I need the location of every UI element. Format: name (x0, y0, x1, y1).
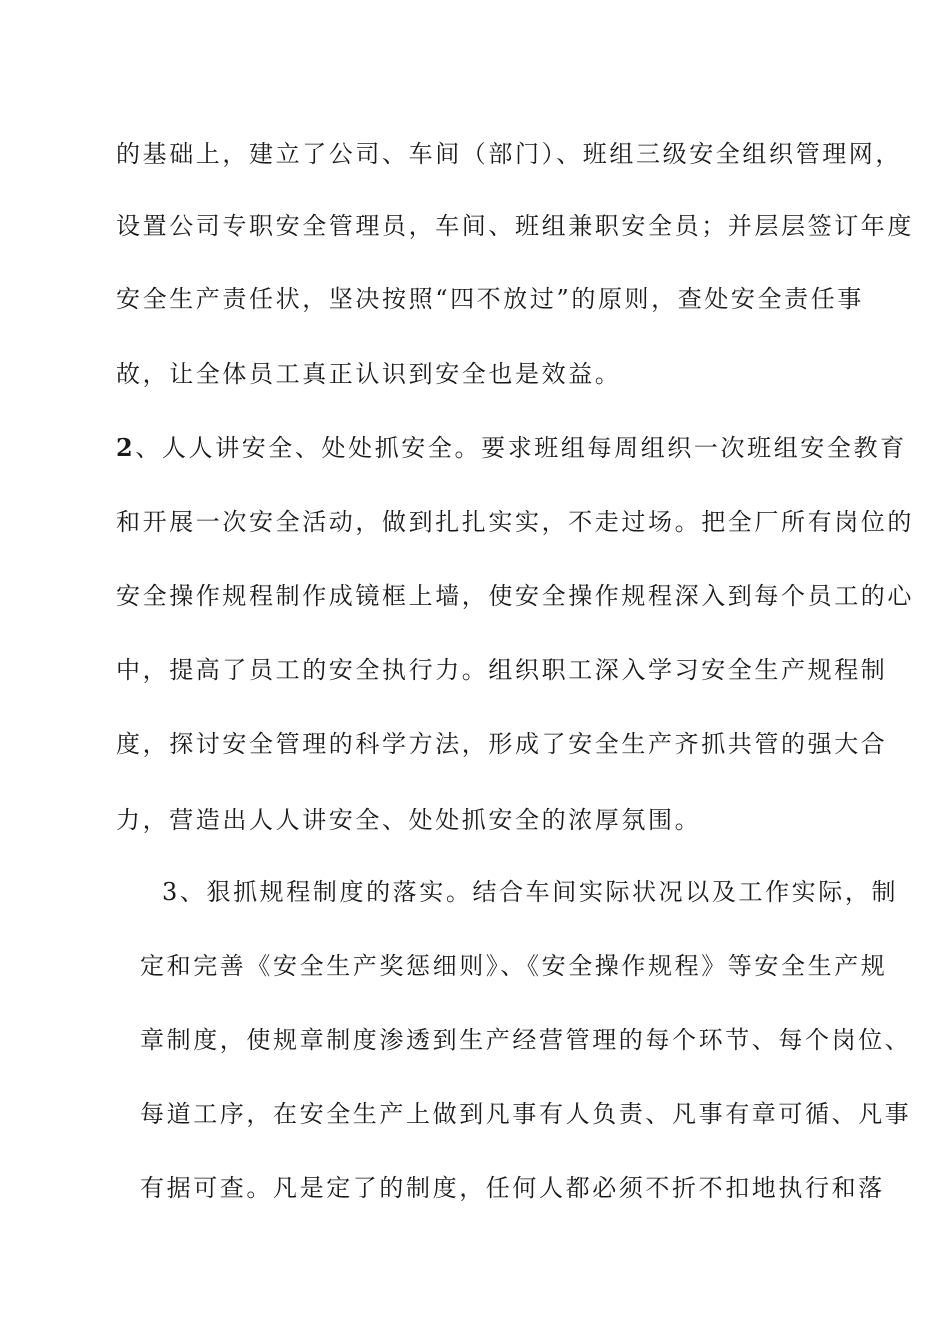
paragraph-2-line-1 (116, 434, 907, 462)
paragraph-1-line-2: 设置公司专职安全管理员，车间、班组兼职安全员；并层层签订年度 (116, 212, 914, 240)
paragraph-2-line-4: 中，提高了员工的安全执行力。组织职工深入学习安全生产规程制 (116, 656, 888, 684)
paragraph-3-line-1: 3、狠抓规程制度的落实。结合车间实际状况以及工作实际，制 (162, 878, 899, 906)
paragraph-2-line-6: 力，营造出人人讲安全、处处抓安全的浓厚氛围。 (116, 806, 702, 834)
paragraph-1-line-4: 故，让全体员工真正认识到安全也是效益。 (116, 360, 622, 388)
paragraph-1-line-3: 安全生产责任状，坚决按照“四不放过”的原则，查处安全责任事 (116, 285, 864, 313)
paragraph-2-number: 2 (116, 433, 136, 462)
paragraph-3-line-5: 有据可查。凡是定了的制度，任何人都必须不折不扣地执行和落 (140, 1174, 885, 1202)
paragraph-2-line-5: 度，探讨安全管理的科学方法，形成了安全生产齐抓共管的强大合 (116, 730, 888, 758)
paragraph-3-line-3: 章制度，使规章制度渗透到生产经营管理的每个环节、每个岗位、 (140, 1026, 912, 1054)
paragraph-3-line-4: 每道工序，在安全生产上做到凡事有人负责、凡事有章可循、凡事 (140, 1100, 912, 1128)
paragraph-2-line-1-text: 、人人讲安全、处处抓安全。要求班组每周组织一次班组安全教育 (135, 434, 907, 462)
paragraph-1-line-1: 的基础上，建立了公司、车间（部门）、班组三级安全组织管理网， (116, 140, 902, 168)
paragraph-2-line-2: 和开展一次安全活动，做到扎扎实实，不走过场。把全厂所有岗位的 (116, 508, 914, 536)
paragraph-2-line-3: 安全操作规程制作成镜框上墙，使安全操作规程深入到每个员工的心 (116, 582, 914, 610)
paragraph-3-line-2: 定和完善《安全生产奖惩细则》、《安全操作规程》等安全生产规 (140, 952, 888, 980)
